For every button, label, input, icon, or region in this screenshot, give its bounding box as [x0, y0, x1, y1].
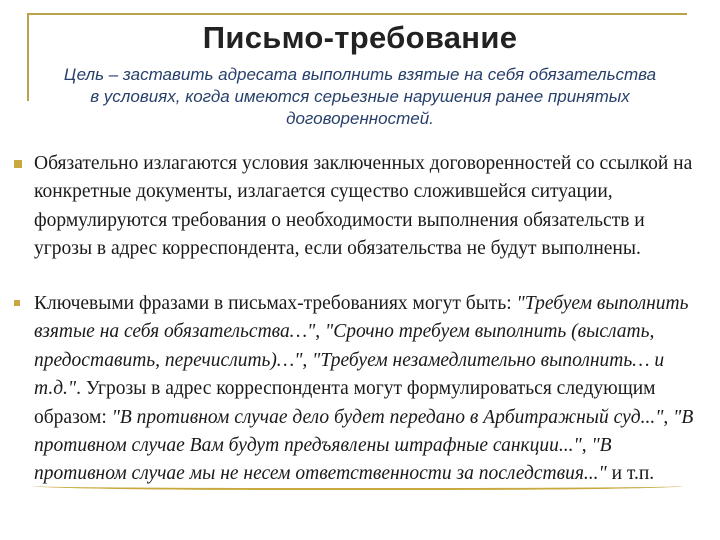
quote-threat-3: "В противном случае мы не несем ответственности за последствия..." [34, 435, 612, 485]
quote-threat-1: "В противном случае дело будет передано в Арбитражный суд..." [111, 406, 664, 428]
goal-statement [10, 64, 710, 130]
separator: , [302, 349, 313, 371]
title-frame-top [27, 13, 687, 15]
bullet-square-icon [14, 300, 20, 306]
separator: , [663, 406, 674, 428]
page-title: Письмо-требование [202, 20, 518, 55]
separator: , [581, 435, 592, 457]
paragraph-conditions: Обязательно излагаются условия заключенных договоренностей со ссылкой на конкретные документы, излагается существо сложившейся ситуации, формулируются требования о необходимости выполнения обязательств и угрозы в адрес корреспондента, если обязательства не будут выполнены. [34, 153, 693, 260]
goal-line-3: договоренностей. [286, 109, 434, 128]
key-phrases-intro: Ключевыми фразами в письмах-требованиях могут быть: [34, 293, 517, 314]
threats-intro: . Угрозы в адрес корреспондента могут формулироваться следующим образом: [34, 378, 656, 428]
separator: , [315, 321, 326, 343]
highlight-underline [33, 480, 683, 490]
goal-line-2: в условиях, когда имеются серьезные нарушения ранее принятых [90, 87, 630, 106]
goal-line-1: Цель – заставить адресата выполнить взятые на себя обязательства [63, 65, 657, 84]
bullet-square-icon [14, 160, 22, 168]
quote-phrase-1: "Требуем выполнить взятые на себя обязательства…" [34, 293, 689, 343]
quote-phrase-2: "Срочно требуем выполнить (выслать, предоставить, перечислить)…" [34, 321, 655, 371]
quote-threat-2: "В противном случае Вам будут предъявлены штрафные санкции..." [34, 406, 694, 457]
paragraph-key-phrases [34, 290, 704, 489]
paragraph-tail: и т.п. [606, 463, 655, 485]
quote-phrase-3: "Требуем незамедлительно выполнить… и т.д." [34, 349, 665, 400]
